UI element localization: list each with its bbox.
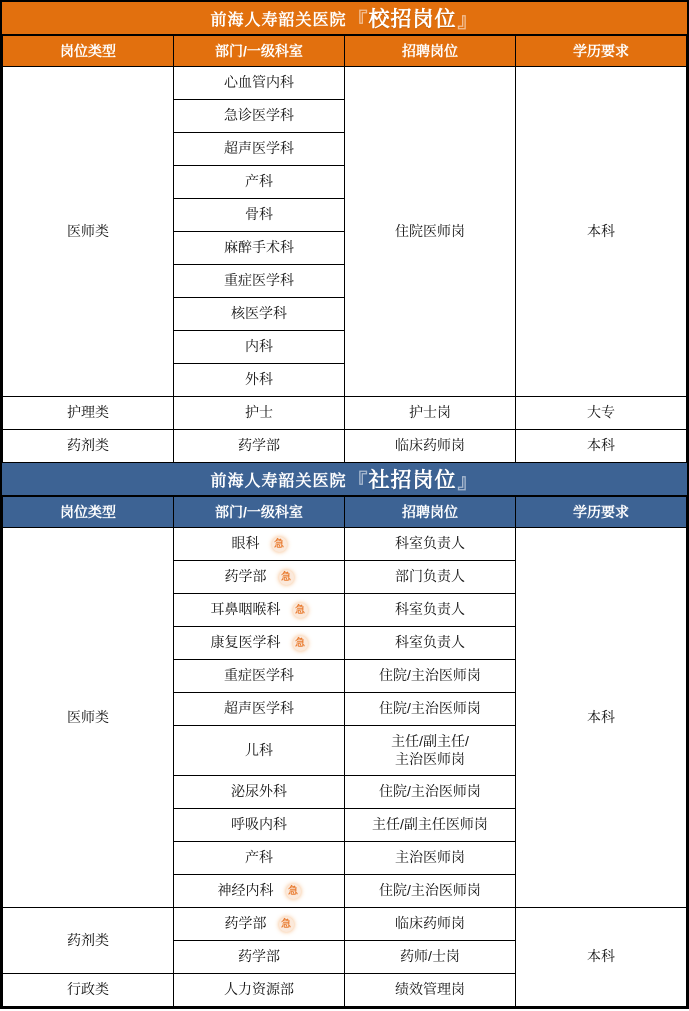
cell-text: 本科 [587,437,615,454]
position-cell [345,842,516,875]
social-jobs-table [2,496,687,1007]
table-row [3,67,687,100]
cell-text: 护理类 [67,404,109,421]
department-cell [174,133,345,166]
cell-text: 药学部 [238,437,280,454]
cell-text: 大专 [587,404,615,421]
cell-text: 重症医学科 [224,272,294,289]
open-bracket: 『 [347,470,368,493]
cell-text: 主任/副主任医师岗 [372,816,488,833]
department-cell [174,842,345,875]
cell-text: 超声医学科 [224,700,294,717]
urgent-badge-icon: 急 [279,917,294,932]
cell-text: 外科 [245,371,273,388]
department-cell [174,199,345,232]
column-header-education: 学历要求 [516,497,687,528]
department-cell [174,908,345,941]
education-cell [516,908,687,1007]
cell-text: 本科 [587,222,615,239]
department-cell [174,974,345,1007]
position-cell [345,941,516,974]
cell-text: 本科 [587,708,615,725]
urgent-badge-icon: 急 [272,537,287,552]
cell-text: 神经内科 [217,882,274,899]
department-cell [174,726,345,776]
department-cell [174,594,345,627]
position-cell [345,974,516,1007]
cell-text: 住院/主治医师岗 [379,667,481,684]
department-cell [174,331,345,364]
department-cell [174,693,345,726]
department-cell [174,232,345,265]
close-bracket: 』 [457,9,478,32]
department-cell [174,561,345,594]
position-cell [345,561,516,594]
cell-text: 主治医师岗 [395,849,465,866]
close-bracket: 』 [457,470,478,493]
table-row [3,528,687,561]
department-cell [174,430,345,463]
cell-text: 呼吸内科 [231,816,287,833]
header-row [3,36,687,67]
cell-text: 儿科 [245,741,273,758]
column-header-position: 招聘岗位 [345,36,516,67]
social-table-section [2,463,687,1007]
cell-text: 护士 [245,404,273,421]
cell-text: 药剂类 [67,437,109,454]
urgent-badge-icon: 急 [279,570,294,585]
cell-text: 住院医师岗 [395,222,465,239]
position-cell [345,67,516,397]
cell-text: 产科 [245,849,273,866]
position-cell [345,875,516,908]
cell-text: 重症医学科 [224,667,294,684]
cell-text: 内科 [245,338,273,355]
cell-text: 科室负责人 [395,634,465,651]
cell-text: 绩效管理岗 [395,981,465,998]
cell-text: 泌尿外科 [231,783,287,800]
department-cell [174,941,345,974]
campus-title-bar [2,2,687,35]
cell-text: 超声医学科 [224,140,294,157]
department-cell [174,627,345,660]
category-cell [3,67,174,397]
cell-text: 行政类 [67,981,109,998]
department-cell [174,298,345,331]
column-header-position: 招聘岗位 [345,497,516,528]
header-row [3,497,687,528]
urgent-badge-icon: 急 [286,884,301,899]
social-title-highlight: 社招岗位 [368,469,457,492]
cell-text: 药学部 [224,915,267,932]
cell-text: 耳鼻咽喉科 [210,601,281,618]
campus-table-section [2,2,687,463]
cell-text: 临床药师岗 [395,915,465,932]
department-cell [174,397,345,430]
education-cell [516,430,687,463]
position-cell [345,908,516,941]
cell-text: 药剂类 [67,931,109,948]
cell-text: 急诊医学科 [224,107,294,124]
cell-text: 药学部 [238,948,280,965]
department-cell [174,875,345,908]
cell-text: 主任/副主任/ 主治医师岗 [391,733,469,767]
urgent-badge-icon: 急 [293,636,308,651]
cell-text: 麻醉手术科 [224,239,294,256]
category-cell [3,430,174,463]
cell-text: 医师类 [67,708,109,725]
column-header-department: 部门/一级科室 [174,497,345,528]
hospital-name: 前海人寿韶关医院 [210,11,347,29]
cell-text: 住院/主治医师岗 [379,882,481,899]
cell-text: 心血管内科 [224,74,294,91]
department-cell [174,265,345,298]
cell-text: 药学部 [224,568,267,585]
cell-text: 住院/主治医师岗 [379,700,481,717]
position-cell [345,726,516,776]
cell-text: 产科 [245,173,273,190]
category-cell [3,528,174,908]
table-row [3,430,687,463]
cell-text: 核医学科 [231,305,287,322]
table-row [3,397,687,430]
education-cell [516,397,687,430]
campus-title-highlight: 校招岗位 [368,8,457,31]
category-cell [3,397,174,430]
cell-text: 医师类 [67,222,109,239]
cell-text: 药师/士岗 [400,948,460,965]
department-cell [174,528,345,561]
cell-text: 护士岗 [409,404,451,421]
column-header-department: 部门/一级科室 [174,36,345,67]
department-cell [174,364,345,397]
position-cell [345,397,516,430]
category-cell [3,974,174,1007]
cell-text: 住院/主治医师岗 [379,783,481,800]
position-cell [345,776,516,809]
position-cell [345,528,516,561]
position-cell [345,594,516,627]
department-cell [174,660,345,693]
position-cell [345,809,516,842]
social-title-bar [2,463,687,496]
urgent-badge-icon: 急 [293,603,308,618]
position-cell [345,430,516,463]
department-cell [174,809,345,842]
education-cell [516,67,687,397]
department-cell [174,100,345,133]
department-cell [174,776,345,809]
table-row [3,908,687,941]
hospital-name: 前海人寿韶关医院 [210,472,347,490]
column-header-education: 学历要求 [516,36,687,67]
cell-text: 科室负责人 [395,601,465,618]
cell-text: 临床药师岗 [395,437,465,454]
column-header-category: 岗位类型 [3,36,174,67]
open-bracket: 『 [347,9,368,32]
department-cell [174,166,345,199]
position-cell [345,660,516,693]
education-cell [516,528,687,908]
campus-jobs-table [2,35,687,463]
position-cell [345,627,516,660]
cell-text: 骨科 [245,206,273,223]
position-cell [345,693,516,726]
department-cell [174,67,345,100]
cell-text: 科室负责人 [395,535,465,552]
category-cell [3,908,174,974]
cell-text: 部门负责人 [395,568,465,585]
cell-text: 眼科 [231,535,260,552]
cell-text: 本科 [587,948,615,965]
cell-text: 人力资源部 [224,981,294,998]
column-header-category: 岗位类型 [3,497,174,528]
cell-text: 康复医学科 [210,634,281,651]
